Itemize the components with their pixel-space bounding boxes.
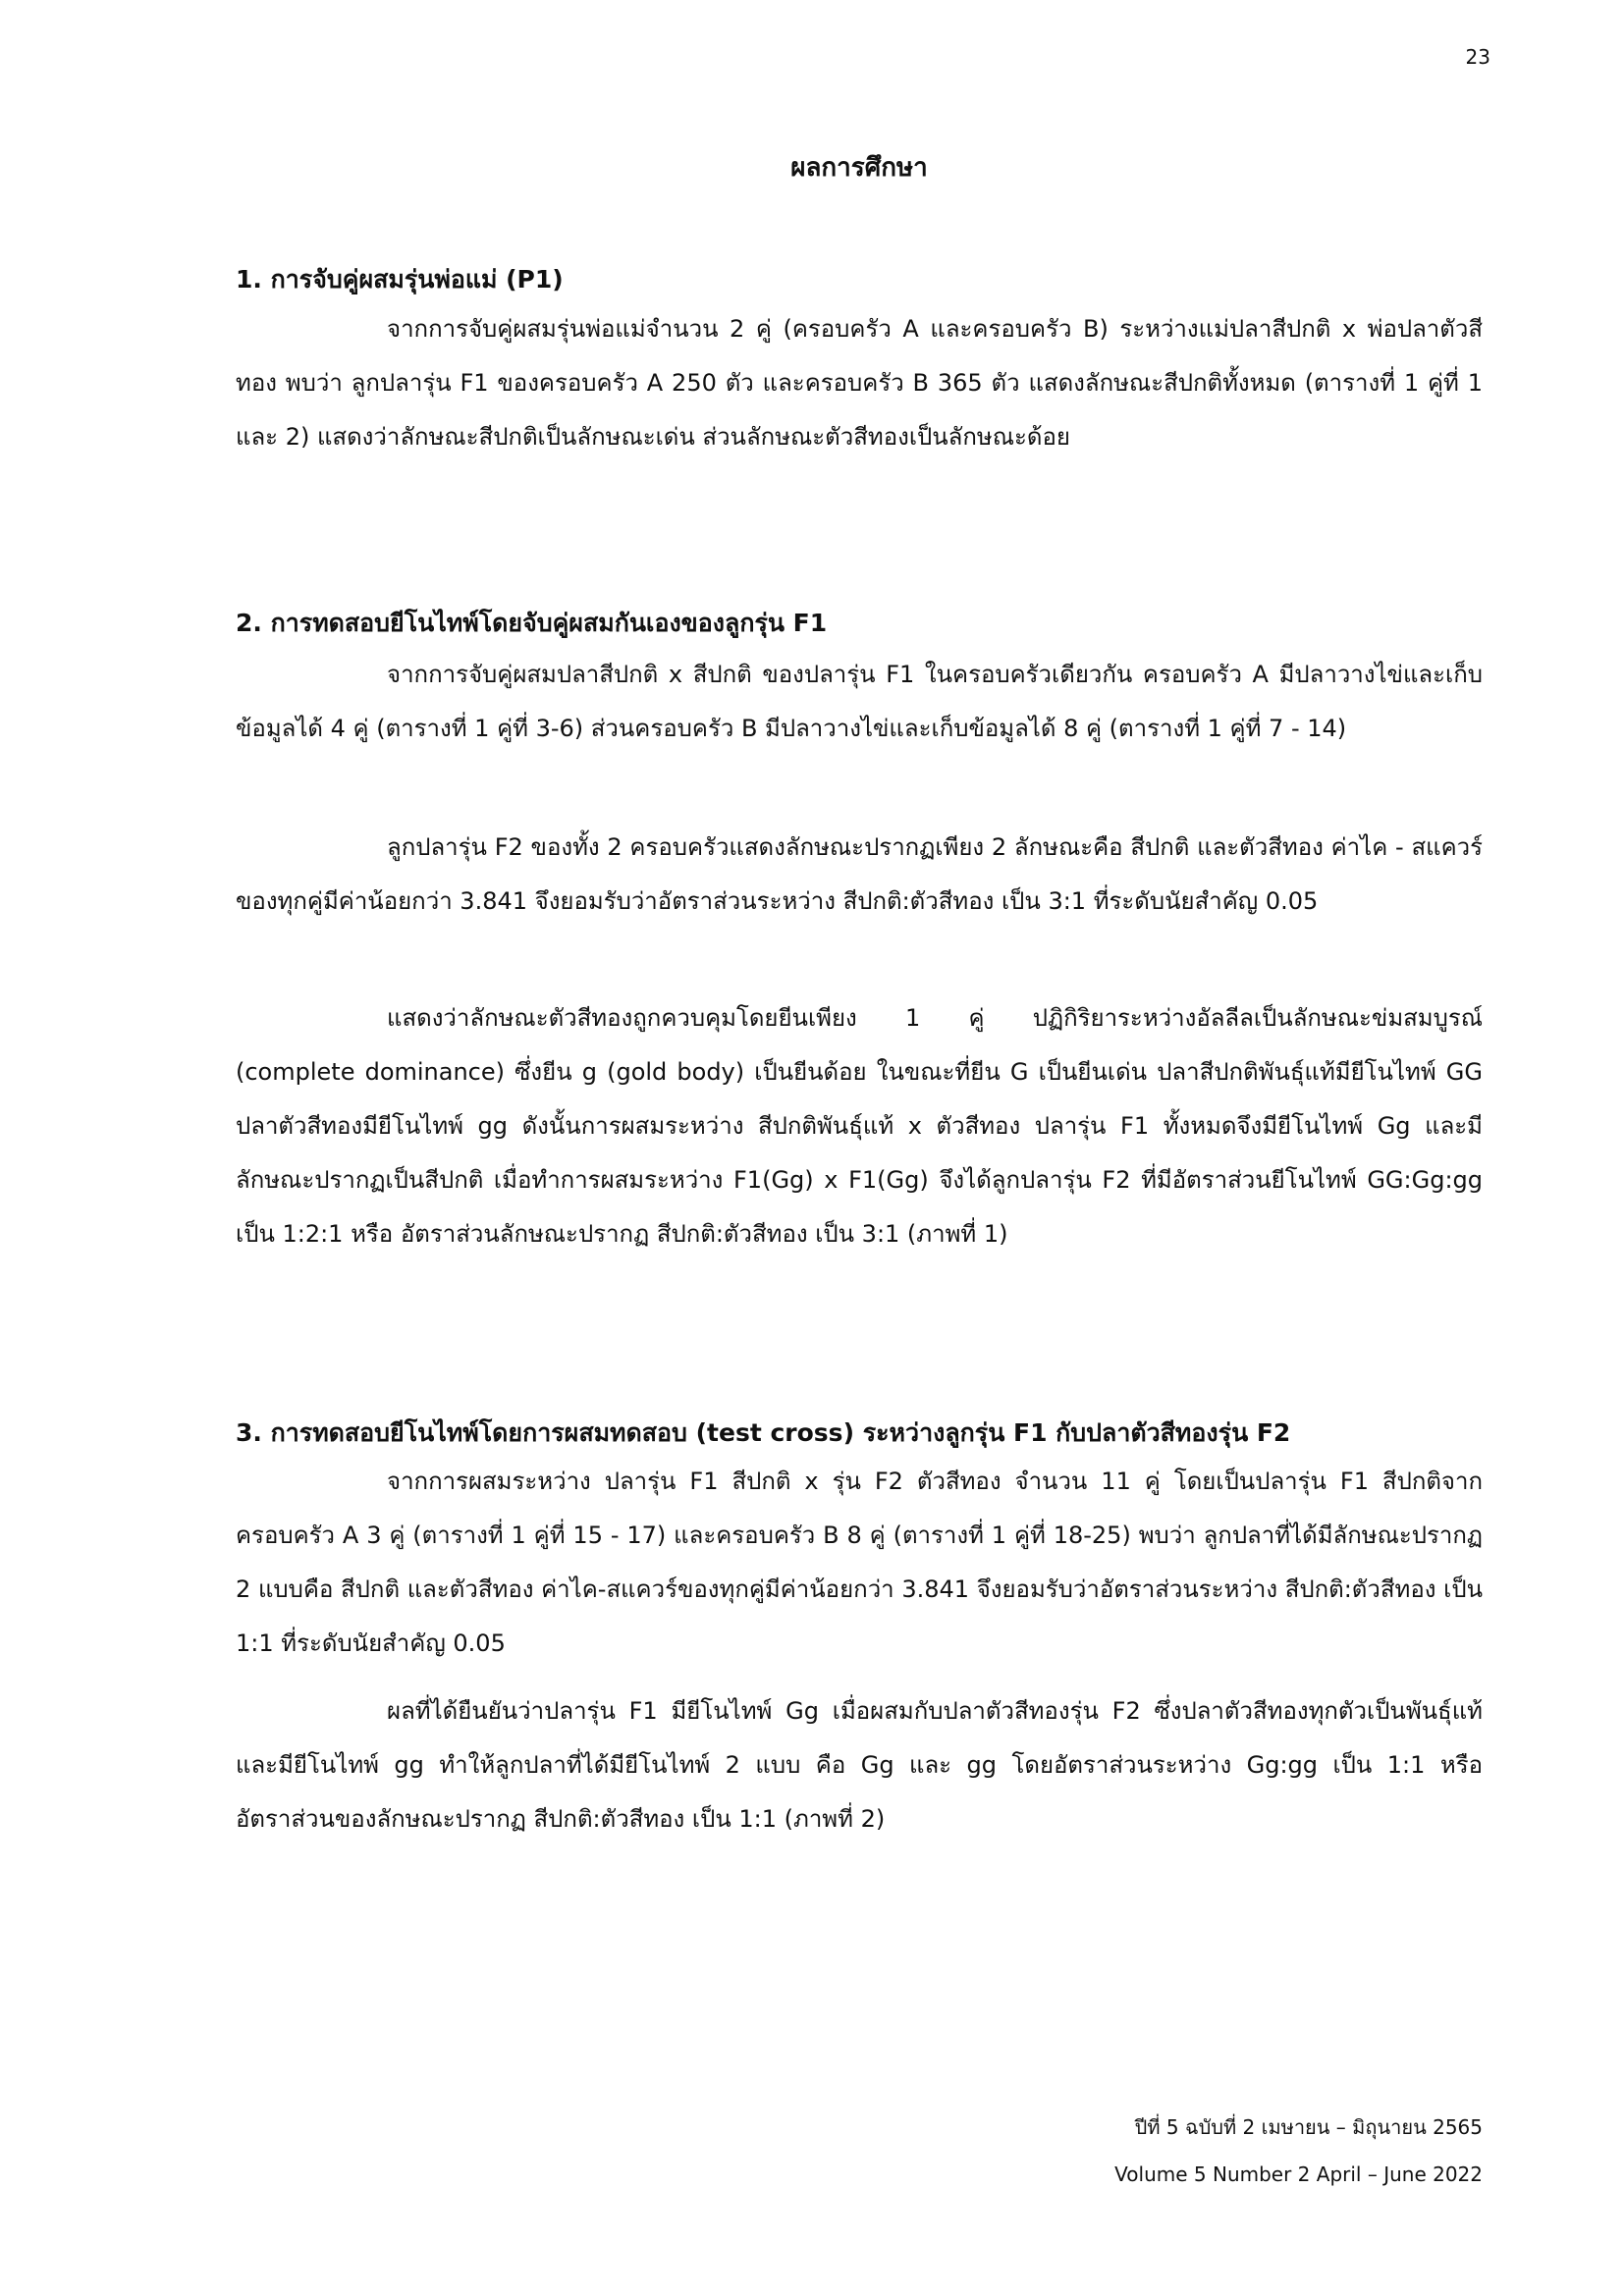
paragraph-3-2: ผลที่ได้ยืนยันว่าปลารุ่น F1 มียีโนไทพ์ Gg เมื่อผสมกับปลาตัวสีทองรุ่น F2 ซึ่งปลาตัวสีทองทุกตัวเป็นพันธุ์แท้และมียีโนไทพ์ gg ทำให้ลูกปลาที่ได้มียีโนไทพ์ 2 แบบ คือ Gg และ gg โดยอัตราส่วนระหว่าง Gg:gg เป็น 1:1 หรือ อัตราส่วนของลักษณะปรากฏ สีปกติ:ตัวสีทอง เป็น 1:1 (ภาพที่ 2) <box>236 1697 1483 1833</box>
paragraph-2-2: ลูกปลารุ่น F2 ของทั้ง 2 ครอบครัวแสดงลักษณะปรากฏเพียง 2 ลักษณะคือ สีปกติ และตัวสีทอง ค่าไค - สแควร์ของทุกคู่มีค่าน้อยกว่า 3.841 จึงยอมรับว่าอัตราส่วนระหว่าง สีปกติ:ตัวสีทอง เป็น 3:1 ที่ระดับนัยสำคัญ 0.05 <box>236 833 1483 915</box>
heading-3: 3. การทดสอบยีโนไทพ์โดยการผสมทดสอบ (test cross) ระหว่างลูกรุ่น F1 กับปลาตัวสีทองรุ่น F2 <box>236 1418 1291 1447</box>
page-number: 23 <box>1465 45 1490 69</box>
paragraph-3-1: จากการผสมระหว่าง ปลารุ่น F1 สีปกติ x รุ่น F2 ตัวสีทอง จำนวน 11 คู่ โดยเป็นปลารุ่น F1 สีปกติจากครอบครัว A 3 คู่ (ตารางที่ 1 คู่ที่ 15 - 17) และครอบครัว B 8 คู่ (ตารางที่ 1 คู่ที่ 18-25) พบว่า ลูกปลาที่ได้มีลักษณะปรากฏ 2 แบบคือ สีปกติ และตัวสีทอง ค่าไค-สแควร์ของทุกคู่มีค่าน้อยกว่า 3.841 จึงยอมรับว่าอัตราส่วนระหว่าง สีปกติ:ตัวสีทอง เป็น 1:1 ที่ระดับนัยสำคัญ 0.05 <box>236 1468 1483 1657</box>
heading-2: 2. การทดสอบยีโนไทพ์โดยจับคู่ผสมกันเองของลูกรุ่น F1 <box>236 609 828 637</box>
paragraph-2-1: จากการจับคู่ผสมปลาสีปกติ x สีปกติ ของปลารุ่น F1 ในครอบครัวเดียวกัน ครอบครัว A มีปลาวางไข่และเก็บข้อมูลได้ 4 คู่ (ตารางที่ 1 คู่ที่ 3-6) ส่วนครอบครัว B มีปลาวางไข่และเก็บข้อมูลได้ 8 คู่ (ตารางที่ 1 คู่ที่ 7 - 14) <box>236 661 1483 742</box>
paragraph-1-1: จากการจับคู่ผสมรุ่นพ่อแม่จำนวน 2 คู่ (ครอบครัว A และครอบครัว B) ระหว่างแม่ปลาสีปกติ x พ่อปลาตัวสีทอง พบว่า ลูกปลารุ่น F1 ของครอบครัว A 250 ตัว และครอบครัว B 365 ตัว แสดงลักษณะสีปกติทั้งหมด (ตารางที่ 1 คู่ที่ 1 และ 2) แสดงว่าลักษณะสีปกติเป็นลักษณะเด่น ส่วนลักษณะตัวสีทองเป็นลักษณะด้อย <box>236 315 1483 451</box>
heading-1: 1. การจับคู่ผสมรุ่นพ่อแม่ (P1) <box>236 265 564 294</box>
section-title: ผลการศึกษา <box>790 153 928 183</box>
footer-thai: ปีที่ 5 ฉบับที่ 2 เมษายน – มิถุนายน 2565 <box>1134 2115 1483 2139</box>
footer-english: Volume 5 Number 2 April – June 2022 <box>1114 2163 1483 2186</box>
paragraph-2-3: แสดงว่าลักษณะตัวสีทองถูกควบคุมโดยยีนเพียง 1 คู่ ปฏิกิริยาระหว่างอัลลีลเป็นลักษณะข่มสมบูรณ์ (complete dominance) ซึ่งยีน g (gold body) เป็นยีนด้อย ในขณะที่ยีน G เป็นยีนเด่น ปลาสีปกติพันธุ์แท้มียีโนไทพ์ GG ปลาตัวสีทองมียีโนไทพ์ gg ดังนั้นการผสมระหว่าง สีปกติพันธุ์แท้ x ตัวสีทอง ปลารุ่น F1 ทั้งหมดจึงมียีโนไทพ์ Gg และมีลักษณะปรากฏเป็นสีปกติ เมื่อทำการผสมระหว่าง F1(Gg) x F1(Gg) จึงได้ลูกปลารุ่น F2 ที่มีอัตราส่วนยีโนไทพ์ GG:Gg:gg เป็น 1:2:1 หรือ อัตราส่วนลักษณะปรากฏ สีปกติ:ตัวสีทอง เป็น 3:1 (ภาพที่ 1) <box>236 1004 1483 1248</box>
